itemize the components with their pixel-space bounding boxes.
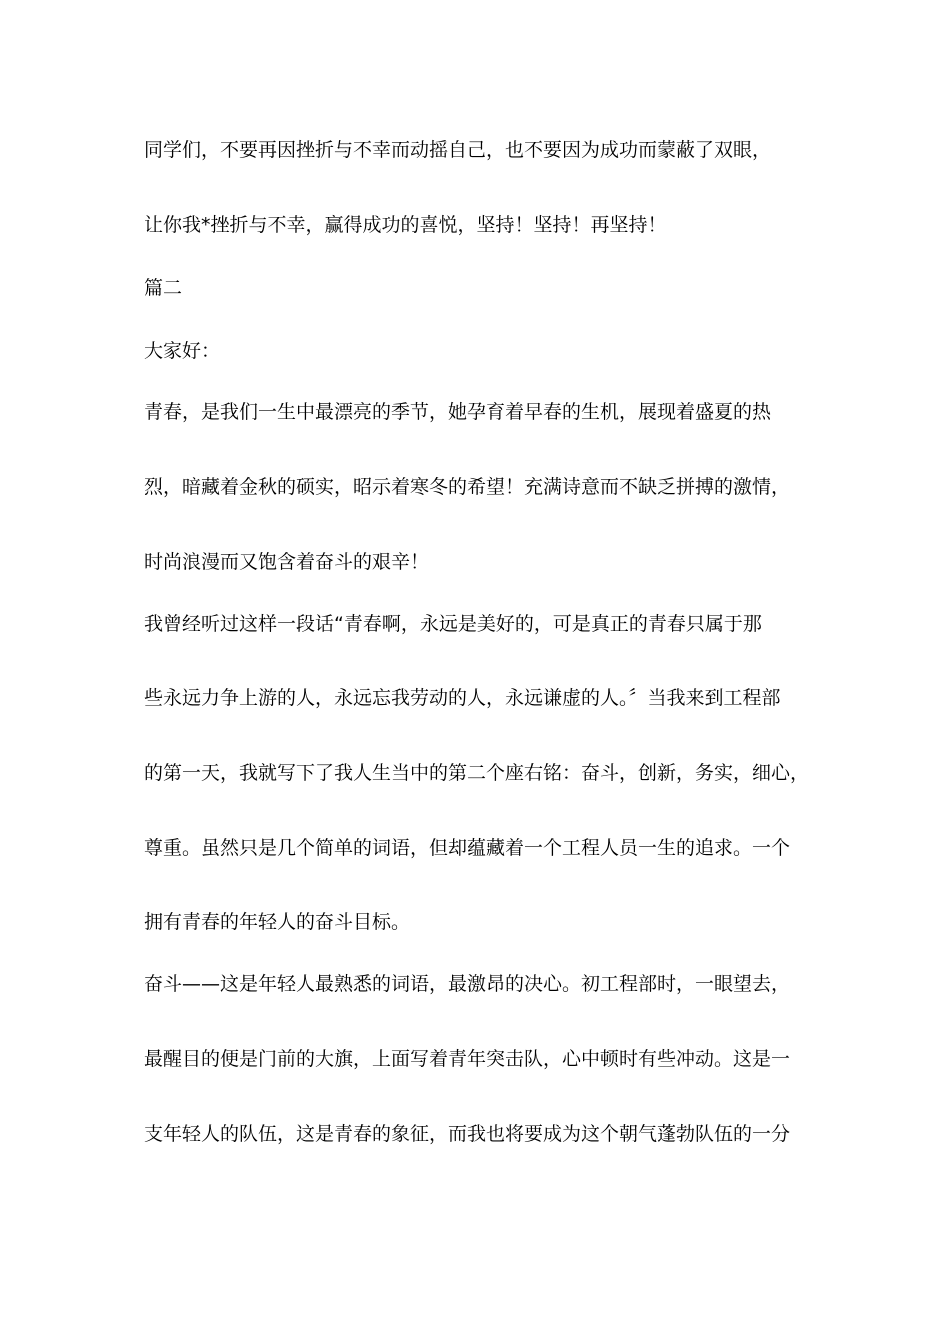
text-line-11: 尊重。虽然只是几个简单的词语，但却蕴藏着一个工程人员一生的追求。一个	[144, 837, 791, 859]
section-heading: 篇二	[144, 277, 183, 299]
text-line-2: 让你我*挫折与不幸，赢得成功的喜悦，坚持！坚持！再坚持！	[144, 214, 667, 236]
text-line-1: 同学们，不要再因挫折与不幸而动摇自己，也不要因为成功而蒙蔽了双眼，	[144, 139, 772, 161]
text-line-6: 烈，暗藏着金秋的硕实，昭示着寒冬的希望！充满诗意而不缺乏拼搏的激情，	[144, 476, 791, 498]
text-line-10: 的第一天，我就写下了我人生当中的第二个座右铭：奋斗，创新，务实，细心，	[144, 762, 810, 784]
text-line-5: 青春，是我们一生中最漂亮的季节，她孕育着早春的生机，展现着盛夏的热	[144, 401, 772, 423]
salutation: 大家好：	[144, 340, 221, 362]
text-line-9: 些永远力争上游的人，永远忘我劳动的人，永远谦虚的人。〞当我来到工程部	[144, 687, 781, 709]
text-line-8: 我曾经听过这样一段话“青春啊，永远是美好的，可是真正的青春只属于那	[144, 613, 762, 635]
text-line-7: 时尚浪漫而又饱含着奋斗的艰辛！	[144, 551, 430, 573]
text-line-15: 支年轻人的队伍，这是青春的象征，而我也将要成为这个朝气蓬勃队伍的一分	[144, 1123, 791, 1145]
text-line-14: 最醒目的便是门前的大旗，上面写着青年突击队，心中顿时有些冲动。这是一	[144, 1048, 791, 1070]
text-line-12: 拥有青春的年轻人的奋斗目标。	[144, 911, 411, 933]
text-line-13: 奋斗——这是年轻人最熟悉的词语，最激昂的决心。初工程部时，一眼望去，	[144, 973, 791, 995]
